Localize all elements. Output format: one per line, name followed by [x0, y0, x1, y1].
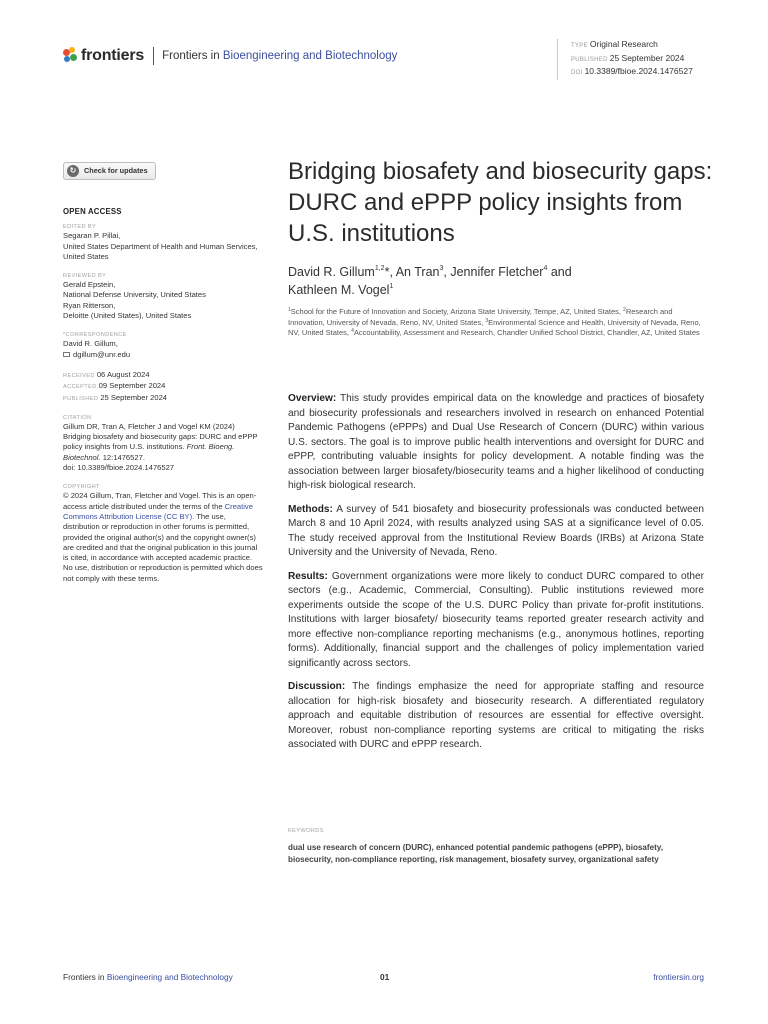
check-updates-label: Check for updates: [84, 165, 148, 175]
author-separator: ,: [443, 265, 451, 279]
dates-section: [63, 370, 263, 404]
abstract-body: The findings emphasize the need for appropriate staffing and resource allocation for high-risk biosafety and biosecurity research. A differentiated regulatory approach and equitable distribution of resources are essential for effective oversight. Moreover, robust non-compliance reporting systems are critical to mitigating the risks associated with DURC and ePPP research.: [288, 681, 705, 750]
reviewed-by-section: [63, 272, 263, 321]
copyright-label: COPYRIGHT: [63, 484, 100, 491]
abstract-heading: Overview:: [288, 393, 337, 404]
reviewed-by-label: REVIEWED BY: [63, 273, 107, 280]
affiliation-text: School for the Future of Innovation and Society, Arizona State University, Tempe, AZ, United States,: [290, 307, 624, 316]
site-link[interactable]: frontiersin.org: [653, 972, 704, 982]
abstract-body: This study provides empirical data on the knowledge and practices of biosafety and biosecurity professionals and researchers involved in research on enhanced Potential Pandemic Pathogens (ePPPs) and Dual Use Research of Concern (DURC) within various U.S. sectors. The goal is to improve public health interventions and oversight for DURC and ePPP, contributing valuable insights for policy development. A notable finding was the association between larger biosafety/biosecurity teams and a higher likelihood of conducting high-risk biological research.: [288, 393, 704, 491]
brand-name: frontiers: [81, 47, 145, 64]
cc-by-license-link[interactable]: Creative Commons Attribution License (CC BY).: [63, 501, 253, 521]
affiliation-number: 3: [485, 317, 489, 324]
received-value: 06 August 2024: [96, 369, 150, 379]
correspondence-name: David R. Gillum,: [63, 339, 118, 349]
affiliation-text: Accountability, Assessment and Research, Chandler Unified School District, Chandler, AZ, United States: [353, 328, 700, 337]
reviewer-name: Ryan Ritterson,: [63, 300, 116, 310]
author-separator: ,: [389, 265, 396, 279]
article-meta: [557, 39, 693, 80]
correspondence-email-link[interactable]: dgillum@unr.edu: [73, 349, 131, 359]
reviewer-affiliation: National Defense University, United States: [63, 290, 206, 300]
author-separator: and: [547, 265, 572, 279]
copyright-section: [63, 483, 263, 584]
affiliation-number: 4: [351, 328, 354, 334]
abstract-methods: [288, 503, 704, 561]
published-value: 25 September 2024: [609, 52, 685, 63]
author-affiliation-ref: 1,2: [374, 265, 385, 272]
affiliation-text: Environmental Science and Health, University of Nevada, Reno, NV, United States,: [288, 317, 701, 337]
author-affiliation-ref: 4: [543, 265, 548, 272]
author-name: Kathleen M. Vogel: [288, 283, 390, 297]
abstract-heading: Discussion:: [288, 681, 346, 692]
citation-label: CITATION: [63, 414, 92, 421]
author[interactable]: [450, 265, 571, 279]
keywords-label: KEYWORDS: [288, 828, 324, 834]
abstract-overview: [288, 392, 704, 494]
abstract-body: Government organizations were more likely to conduct DURC compared to other sectors (e.g., Academic, Commercial, Consulting). Public institutions reviewed more experiments outside the scope of the U.S. DURC Policy than private for-profit institutions. Institutions with larger biosafety/ biosecurity teams reported greater research activity and more effective non-compliance reporting mechanisms (e.g., anonymous hotlines, reporting forms). Additionally, financial support and the challenges of policy implementation varied significantly across sectors.: [288, 570, 705, 669]
keywords-list: dual use research of concern (DURC), enhanced potential pandemic pathogens (ePPP), biosafety, biosecurity, non-compliance reporting, risk management, biosafety survey, organizational safety: [288, 843, 663, 865]
abstract-discussion: [288, 680, 704, 753]
edited-by-label: EDITED BY: [63, 224, 97, 231]
author-name: An Tran: [395, 265, 440, 279]
keywords-section: [288, 827, 706, 867]
accepted-label: ACCEPTED: [63, 384, 97, 391]
copyright-terms: The use, distribution or reproduction in other forums is permitted, provided the original author(s) and the copyright owner(s) are credited and that the original publication in this journal is cited, in accordance with accepted academic practice. No use, distribution or reproduction is permitted which does not comply with these terms.: [63, 511, 263, 583]
author-name: David R. Gillum: [288, 265, 375, 279]
author-affiliation-ref: 1: [389, 283, 394, 290]
citation-section: [63, 414, 263, 473]
page-number: 01: [380, 972, 390, 982]
abstract-body: A survey of 541 biosafety and biosecurity professionals was conducted between March 8 and 10 April 2024, with results analyzed using SAS at a significance level of 0.05. The study received approval from the Institutional Review Boards (IRBs) at Arizona State University and the University of Nevada, Reno.: [288, 503, 704, 558]
affiliations: [288, 307, 706, 339]
footer-journal-name: Bioengineering and Biotechnology: [106, 972, 233, 982]
doi-label: DOI: [571, 70, 583, 76]
published-value: 25 September 2024: [100, 392, 168, 402]
citation-doi-link[interactable]: doi: 10.3389/fbioe.2024.1476527: [63, 463, 175, 473]
author-name: Jennifer Fletcher: [450, 265, 544, 279]
accepted-value: 09 September 2024: [98, 381, 166, 391]
divider: [153, 47, 154, 65]
check-for-updates-button[interactable]: [63, 162, 156, 180]
correspondence-section: [63, 331, 263, 360]
editor-affiliation: United States Department of Health and Human Services, United States: [63, 241, 258, 261]
abstract-heading: Results:: [288, 570, 328, 582]
refresh-icon: ↻: [67, 165, 79, 177]
envelope-icon: [63, 352, 70, 357]
published-label: PUBLISHED: [63, 395, 99, 402]
journal-name: Bioengineering and Biotechnology: [222, 50, 398, 62]
doi-link[interactable]: 10.3389/fbioe.2024.1476527: [584, 66, 693, 76]
frontiers-logo[interactable]: [63, 47, 397, 65]
author[interactable]: [396, 265, 451, 279]
editor-name: Segaran P. Pillai,: [63, 231, 121, 241]
abstract: [288, 392, 704, 762]
affiliation-number: 1: [288, 307, 291, 313]
received-label: RECEIVED: [63, 372, 95, 379]
correspondence-label: *CORRESPONDENCE: [63, 332, 127, 339]
reviewer-affiliation: Deloitte (United States), United States: [63, 311, 192, 321]
reviewer-name: Gerald Epstein,: [63, 280, 116, 290]
author[interactable]: [288, 265, 396, 279]
type-value: Original Research: [589, 39, 658, 49]
type-label: TYPE: [571, 43, 588, 49]
article-title: Bridging biosafety and biosecurity gaps: DURC and ePPP policy insights from U.S. institutions: [288, 158, 713, 247]
author-affiliation-ref: 3: [439, 265, 444, 272]
journal-title[interactable]: [162, 50, 397, 62]
footer-journal[interactable]: [63, 972, 233, 982]
citation-journal: Front. Bioeng. Biotechnol.: [63, 442, 235, 462]
article-sidebar: [63, 162, 263, 584]
affiliation-text: Research and Innovation, University of Nevada, Reno, NV, United States,: [288, 307, 673, 327]
citation-volume: 12:1476527.: [102, 452, 145, 462]
open-access-label: OPEN ACCESS: [63, 207, 122, 216]
frontiers-logo-icon: [63, 47, 78, 65]
author-list: [288, 263, 708, 299]
corresponding-mark: *: [384, 265, 390, 279]
copyright-text: © 2024 Gillum, Tran, Fletcher and Vogel. This is an open-access article distributed under the terms of the: [63, 491, 257, 511]
affiliation-number: 2: [623, 307, 626, 313]
journal-prefix: Frontiers in: [162, 50, 220, 62]
abstract-heading: Methods:: [288, 503, 333, 515]
edited-by-section: [63, 223, 263, 262]
citation-text: Gillum DR, Tran A, Fletcher J and Vogel KM (2024) Bridging biosafety and biosecurity gaps: DURC and ePPP policy insights from U.S. institutions.: [63, 421, 258, 452]
author[interactable]: [288, 283, 393, 297]
footer-journal-prefix: Frontiers in: [63, 972, 105, 982]
published-label: PUBLISHED: [571, 56, 608, 63]
abstract-results: [288, 570, 704, 672]
